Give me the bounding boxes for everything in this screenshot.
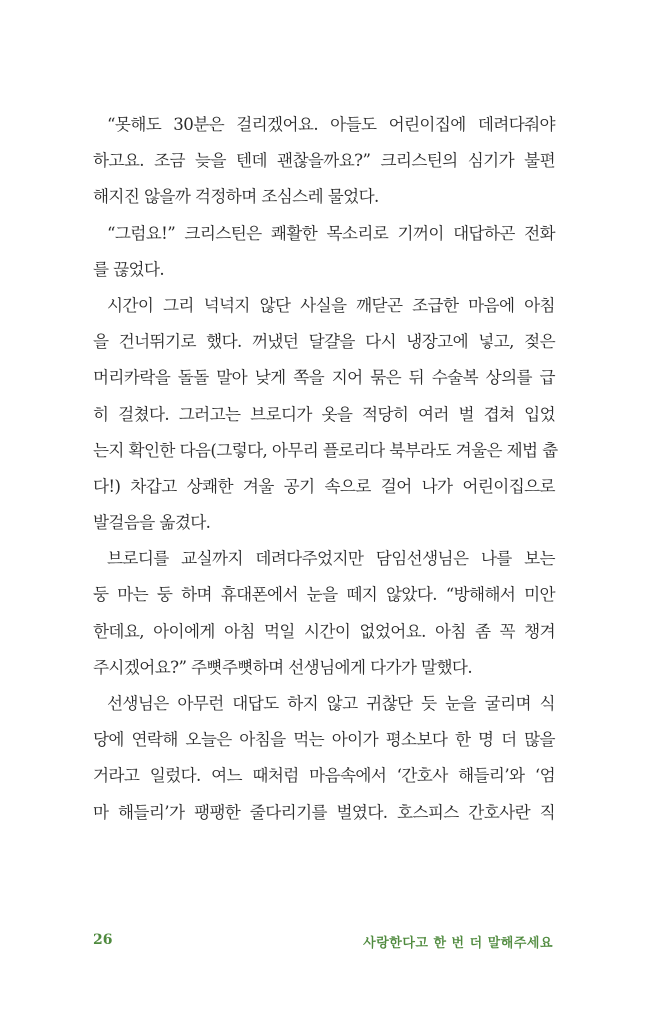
- text-line: 발걸음을 옮겼다.: [93, 513, 211, 533]
- text-line: 하고요. 조금 늦을 텐데 괜찮을까요?” 크리스틴의 심기가 불편: [93, 151, 555, 171]
- page-number: 26: [93, 932, 113, 948]
- text-line: 주시겠어요?” 주뼛주뼛하며 선생님에게 다가가 말했다.: [93, 657, 473, 677]
- text-line: 브로디를 교실까지 데려다주었지만 담임선생님은 나를 보는: [107, 549, 555, 569]
- text-line: “못해도 30분은 걸리겠어요. 아들도 어린이집에 데려다줘야: [107, 115, 555, 134]
- text-line: 다!) 차갑고 상쾌한 겨울 공기 속으로 걸어 나가 어린이집으로: [93, 476, 555, 496]
- text-line: 해지진 않을까 걱정하며 조심스레 물었다.: [93, 187, 379, 207]
- text-line: 둥 마는 둥 하며 휴대폰에서 눈을 떼지 않았다. “방해해서 미안: [93, 585, 555, 605]
- page-footer: [93, 930, 553, 952]
- text-line: 선생님은 아무런 대답도 하지 않고 귀찮단 듯 눈을 굴리며 식: [107, 694, 555, 713]
- text-line: 시간이 그리 넉넉지 않단 사실을 깨닫곤 조급한 마음에 아침: [107, 295, 555, 315]
- text-line: 를 끊었다.: [93, 259, 165, 279]
- page-body: [93, 107, 558, 831]
- text-line: 한데요, 아이에게 아침 먹일 시간이 없었어요. 아침 좀 꼭 챙겨: [93, 621, 555, 641]
- running-title: 사랑한다고 한 번 더 말해주세요: [363, 936, 553, 951]
- text-line: 을 건너뛰기로 했다. 꺼냈던 달걀을 다시 냉장고에 넣고, 젖은: [93, 332, 555, 352]
- text-line: 는지 확인한 다음(그렇다, 아무리 플로리다 북부라도 겨울은 제법 춥: [93, 440, 558, 460]
- text-line: 머리카락을 돌돌 말아 낮게 쪽을 지어 묶은 뒤 수술복 상의를 급: [93, 368, 555, 388]
- text-line: 마 해들리’가 팽팽한 줄다리기를 벌였다. 호스피스 간호사란 직: [93, 802, 555, 822]
- text-line: 거라고 일렀다. 여느 때처럼 마음속에서 ‘간호사 해들리’와 ‘엄: [93, 766, 555, 786]
- text-line: 히 걸쳤다. 그러고는 브로디가 옷을 적당히 여러 벌 겹쳐 입었: [93, 404, 555, 424]
- text-line: 당에 연락해 오늘은 아침을 먹는 아이가 평소보다 한 명 더 많을: [93, 730, 555, 750]
- text-line: “그럼요!” 크리스틴은 쾌활한 목소리로 기꺼이 대답하곤 전화: [107, 223, 555, 243]
